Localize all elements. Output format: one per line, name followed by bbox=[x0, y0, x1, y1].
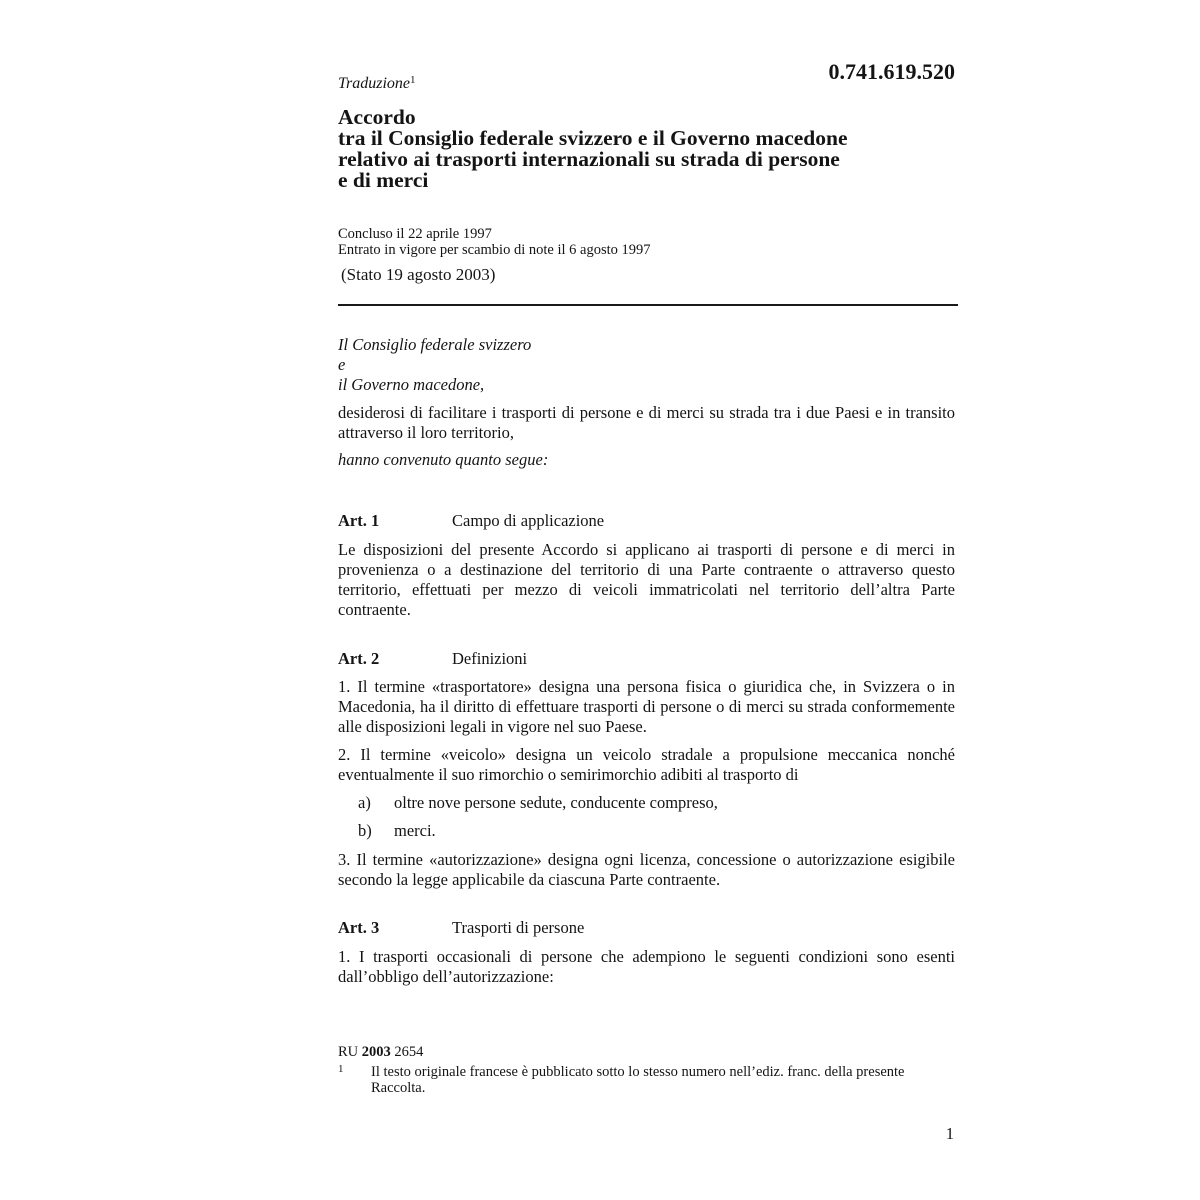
article-heading-2 bbox=[338, 648, 955, 670]
translation-label bbox=[338, 74, 416, 94]
ru-year: 2003 bbox=[361, 1044, 391, 1060]
title-line: tra il Consiglio federale svizzero e il Governo macedone bbox=[338, 126, 848, 150]
status-date: (Stato 19 agosto 2003) bbox=[341, 265, 496, 284]
translation-text: Traduzione bbox=[338, 75, 411, 92]
title-line: Accordo bbox=[338, 105, 416, 129]
article-heading-1 bbox=[338, 510, 955, 532]
party-conjunction: e bbox=[338, 355, 346, 374]
page-number: 1 bbox=[945, 1124, 954, 1143]
ru-page: 2654 bbox=[394, 1044, 424, 1060]
contracting-parties bbox=[338, 335, 958, 395]
agreed-clause: hanno convenuto quanto segue: bbox=[338, 450, 549, 469]
list-item-text: merci. bbox=[394, 821, 436, 840]
title-line: e di merci bbox=[338, 168, 429, 192]
article-3-paragraph-1: 1. I trasporti occasionali di persone che adempiono le seguenti condizioni sono esenti dall’obbligo dell’autorizzazione: bbox=[338, 947, 955, 986]
in-force-date: Entrato in vigore per scambio di note il 6 agosto 1997 bbox=[338, 242, 651, 258]
article-1-paragraph: Le disposizioni del presente Accordo si applicano ai trasporti di persone e di merci in provenienza o a destinazione del territorio di una Parte contraente o attraverso questo territorio, effettuati per mezzo di veicoli immatricolati nel territorio dell’altra Parte contraente. bbox=[338, 540, 955, 619]
title-line: relativo ai trasporti internazionali su strada di persone bbox=[338, 147, 840, 171]
article-2-paragraph-1: 1. Il termine «trasportatore» designa una persona fisica o giuridica che, in Svizzera o in Macedonia, ha il diritto di effettuare trasporti di persone o di merci su strada conformemente alle disposizioni legali in vigore nel suo Paese. bbox=[338, 677, 955, 736]
article-title: Campo di applicazione bbox=[452, 511, 605, 530]
article-2-paragraph-2: 2. Il termine «veicolo» designa un veicolo stradale a propulsione meccanica nonché eventualmente il suo rimorchio o semirimorchio adibiti al trasporto di bbox=[338, 745, 955, 784]
ru-reference bbox=[338, 1043, 423, 1061]
party-2: il Governo macedone, bbox=[338, 375, 485, 394]
article-number: Art. 2 bbox=[338, 649, 380, 668]
sr-number: 0.741.619.520 bbox=[828, 59, 955, 84]
article-number: Art. 1 bbox=[338, 511, 380, 530]
article-2-paragraph-3: 3. Il termine «autorizzazione» designa ogni licenza, concessione o autorizzazione esigibile secondo la legge applicabile da ciascuna Parte contraente. bbox=[338, 850, 955, 889]
list-item-label: a) bbox=[358, 793, 371, 812]
list-item-text: oltre nove persone sedute, conducente compreso, bbox=[394, 793, 718, 812]
list-item bbox=[358, 793, 958, 813]
preamble: desiderosi di facilitare i trasporti di persone e di merci su strada tra i due Paesi e in transito attraverso il loro territorio, bbox=[338, 403, 955, 442]
list-item bbox=[358, 821, 958, 841]
concluded-date: Concluso il 22 aprile 1997 bbox=[338, 226, 492, 242]
article-title: Trasporti di persone bbox=[452, 918, 585, 937]
footnote-mark: 1 bbox=[338, 1063, 344, 1075]
ru-prefix: RU bbox=[338, 1044, 359, 1060]
footnote-text: Il testo originale francese è pubblicato sotto lo stesso numero nell’ediz. franc. della presente Raccolta. bbox=[371, 1064, 905, 1096]
party-1: Il Consiglio federale svizzero bbox=[338, 335, 532, 354]
article-title: Definizioni bbox=[452, 649, 528, 668]
document-title bbox=[338, 107, 958, 191]
article-number: Art. 3 bbox=[338, 918, 380, 937]
footnote-ref: 1 bbox=[410, 74, 416, 86]
list-item-label: b) bbox=[358, 821, 372, 840]
document-meta bbox=[338, 226, 958, 258]
article-heading-3 bbox=[338, 917, 955, 939]
header-divider bbox=[338, 304, 958, 306]
